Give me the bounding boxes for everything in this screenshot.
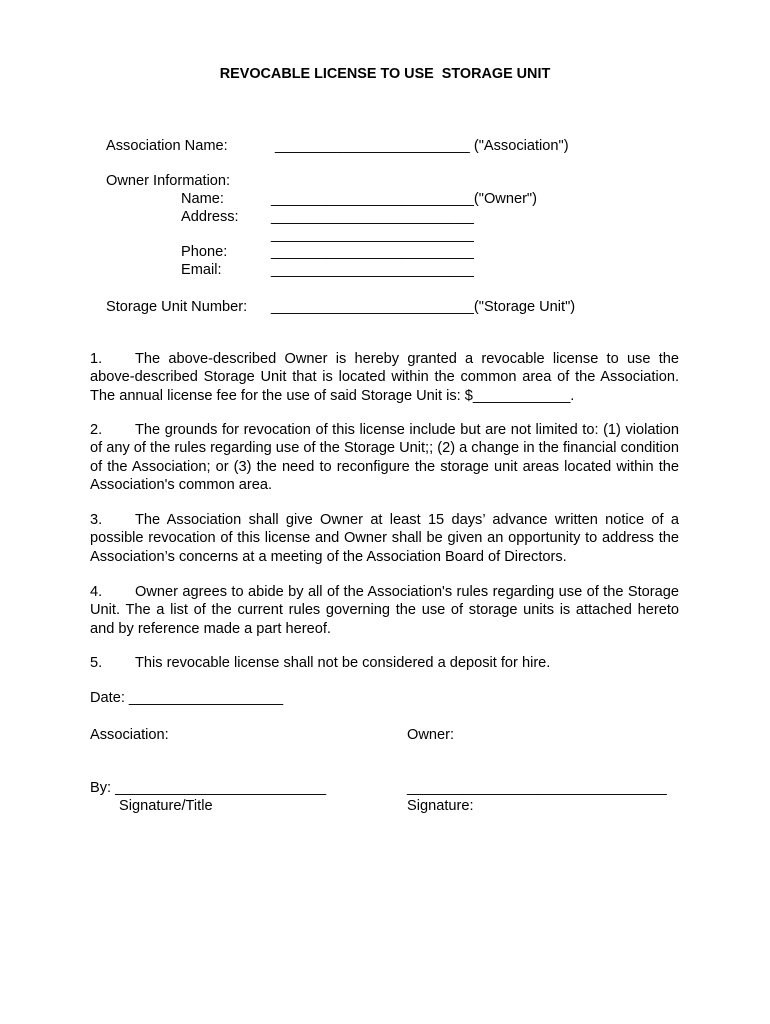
clause-text: The Association shall give Owner at least 15 days’ advance written notice of a possible revocation of this license and Owner shall be given an opportunity to address the Association’s concerns at a meeting of the Association Board of Directors. [90,512,679,565]
clause-4 [90,583,679,638]
clause-number: 2. [90,422,103,438]
document-title: REVOCABLE LICENSE TO USE STORAGE UNIT [219,66,551,82]
clause-3 [90,511,679,566]
clause-text: Owner agrees to abide by all of the Association's rules regarding use of the Storage Unit. The a list of the current rules governing the use of storage units is attached hereto and by reference made a part hereof. [90,584,679,637]
clause-text: The above-described Owner is hereby granted a revocable license to use the above-described Storage Unit that is located within the common area of the Association. The annual license fee for the use of said Storage Unit is: $____________. [90,351,679,404]
owner-name-field[interactable]: _________________________("Owner") [271,191,537,207]
owner-phone-field[interactable]: _________________________ [271,244,474,260]
association-name-field[interactable]: ________________________ ("Association") [275,138,569,154]
clause-2 [90,421,679,494]
clause-text: The grounds for revocation of this license include but are not limited to: (1) violation of any of the rules regarding use of the Storage Unit;; (2) a change in the financial condition of the Association; or (3) the need to reconfigure the storage unit areas located within the Association's common area. [90,422,679,493]
owner-email-field[interactable]: _________________________ [271,262,474,278]
association-signature-field[interactable]: By: __________________________ [90,780,327,796]
date-field[interactable]: Date: ___________________ [90,690,284,706]
storage-unit-number-label: Storage Unit Number: [106,299,248,315]
owner-name-label: Name: [181,191,224,207]
clause-1 [90,350,679,405]
association-label: Association: [90,727,169,743]
owner-signature-field[interactable]: ________________________________ [407,780,667,796]
clause-5 [90,654,679,672]
clause-text: This revocable license shall not be considered a deposit for hire. [135,655,551,671]
storage-unit-number-field[interactable]: _________________________("Storage Unit") [271,299,576,315]
owner-address-field-line1[interactable]: _________________________ [271,209,474,225]
owner-information-label: Owner Information: [106,173,231,189]
signature-title-label: Signature/Title [119,798,213,814]
owner-label: Owner: [407,727,455,743]
clause-number: 5. [90,655,103,671]
clause-number: 3. [90,512,103,528]
owner-address-field-line2[interactable]: _________________________ [271,227,474,243]
clause-number: 4. [90,584,103,600]
clause-number: 1. [90,351,103,367]
owner-address-label: Address: [181,209,239,225]
association-name-label: Association Name: [106,138,228,154]
owner-phone-label: Phone: [181,244,228,260]
owner-signature-label: Signature: [407,798,474,814]
owner-email-label: Email: [181,262,222,278]
